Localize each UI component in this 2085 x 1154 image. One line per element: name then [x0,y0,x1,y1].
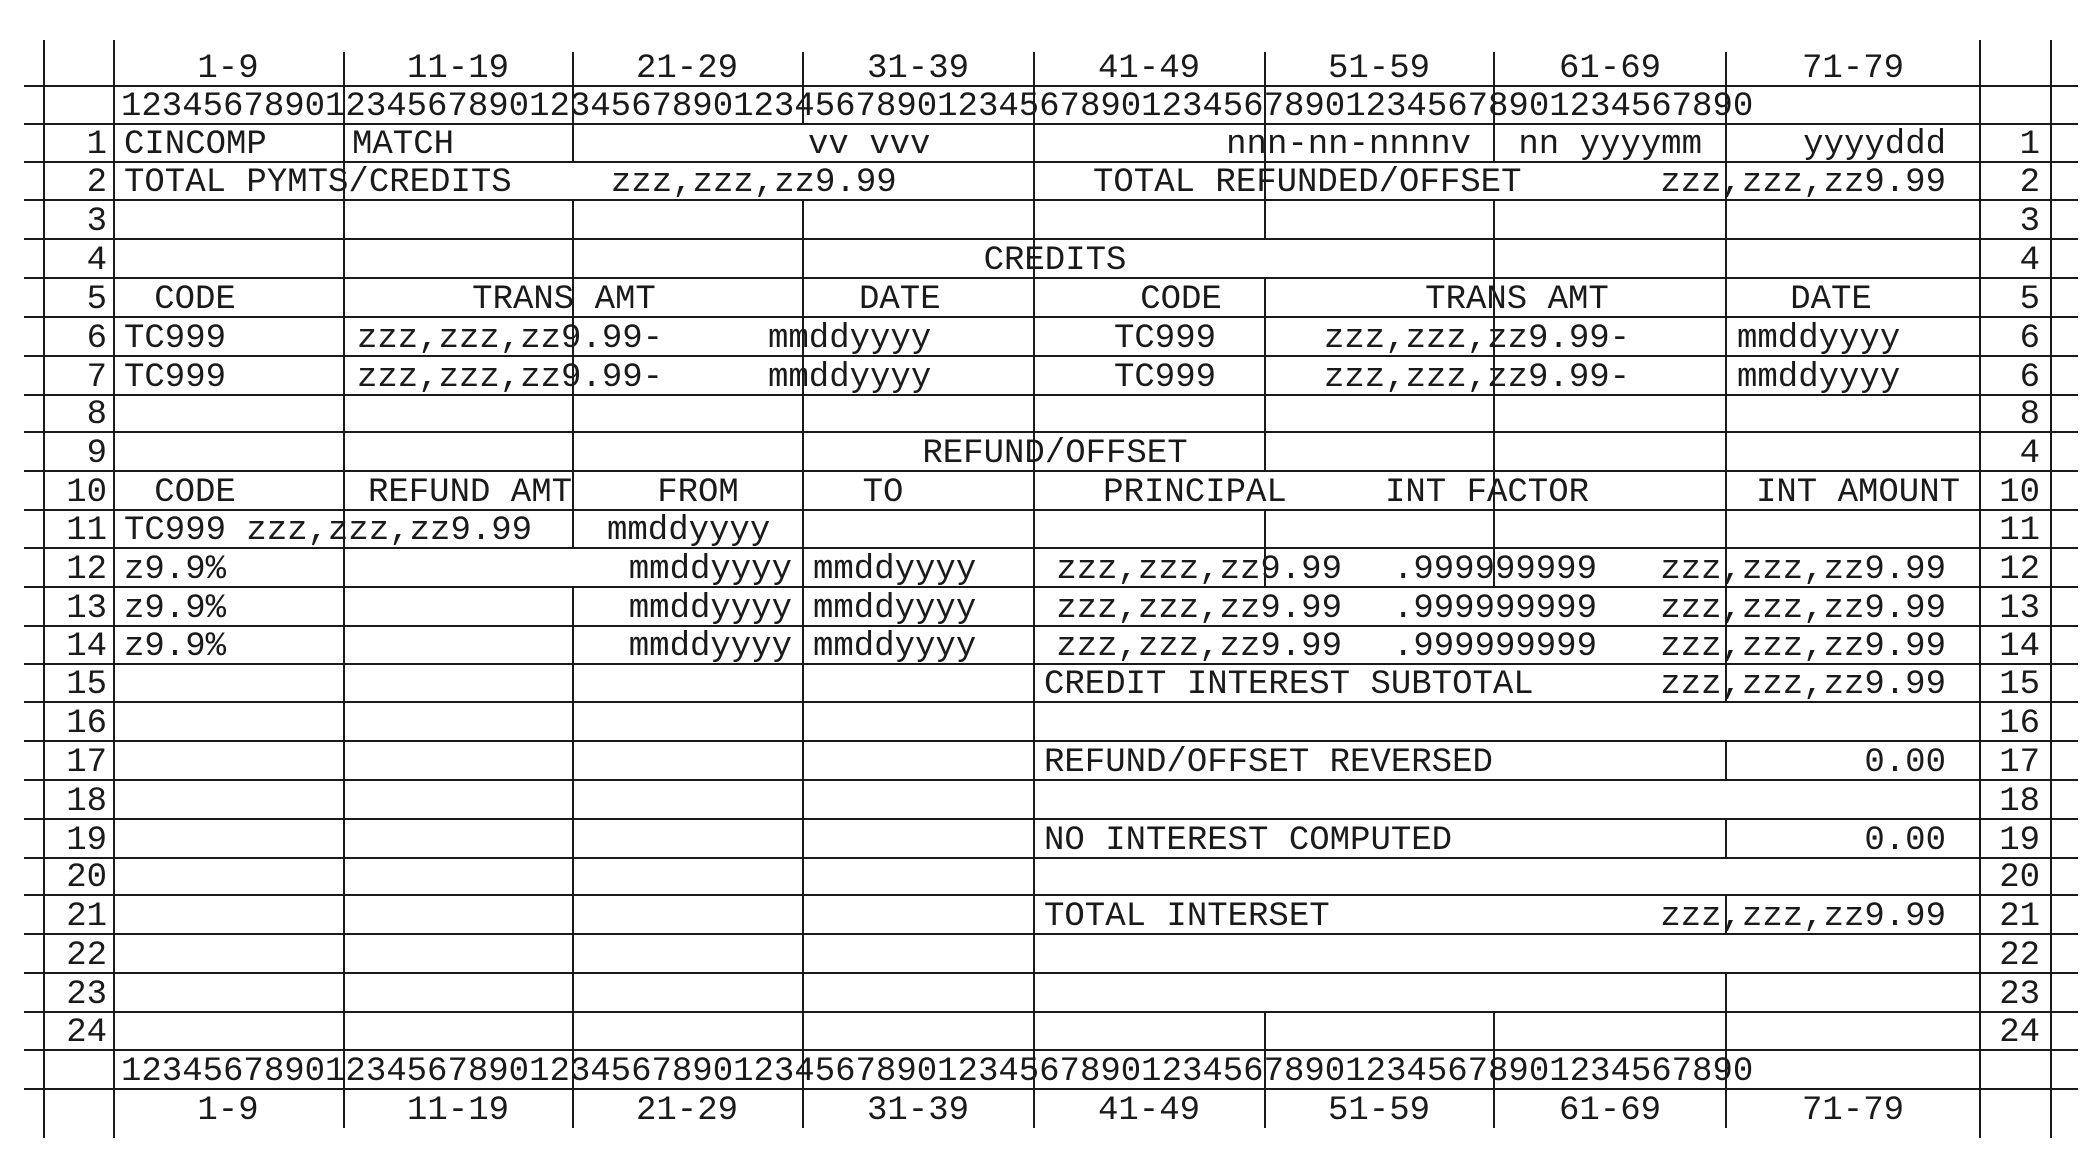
row-number: 18 [66,783,107,821]
ruler-group-top: 71-79 [1801,50,1905,88]
row-7-field: TC999 [124,359,227,397]
row-14-field: mmddyyyy [813,628,977,666]
column-rule [113,40,115,1138]
row-number: 23 [66,976,107,1014]
row-10-field: TO [862,474,904,512]
row-5-field: TRANS AMT [472,281,656,319]
ruler-group-bottom: 21-29 [635,1092,739,1130]
row-2-field: zzz,zzz,zz9.99 [1660,164,1946,202]
row-10-field: CODE [154,474,236,512]
row-1-field: vv vvv [808,126,931,164]
row-10-field: INT AMOUNT [1755,474,1961,512]
row-number-right: 11 [1999,512,2040,550]
row-11-field: TC999 zzz,zzz,zz9.99 [124,512,533,550]
row-number: 10 [66,474,107,512]
ruler-digits-top: 12345678901234567890123456789012345678901234567890123456789012345678901234567890 [121,88,1754,126]
row-12-field: zzz,zzz,zz9.99 [1660,551,1946,589]
row-number-right: 10 [1999,474,2040,512]
row-rule [24,740,2078,742]
row-7-field: TC999 [1114,359,1217,397]
row-number-right: 18 [1999,783,2040,821]
row-19-field: NO INTEREST COMPUTED [1044,822,1453,860]
ruler-group-top: 11-19 [406,50,510,88]
row-7-field: zzz,zzz,zz9.99- [357,359,664,397]
row-number-right: 17 [1999,744,2040,782]
row-15-field: CREDIT INTEREST SUBTOTAL [1044,666,1534,704]
row-4-field: CREDITS [983,242,1127,280]
ruler-group-bottom: 11-19 [406,1092,510,1130]
row-9-field: REFUND/OFFSET [922,435,1188,473]
row-6-field: zzz,zzz,zz9.99- [357,320,664,358]
row-14-field: zzz,zzz,zz9.99 [1660,628,1946,666]
row-2-field: TOTAL PYMTS/CREDITS [124,164,512,202]
row-number-right: 21 [1999,898,2040,936]
row-12-field: z9.9% [124,551,227,589]
row-13-field: .999999999 [1392,590,1597,628]
row-number-right: 1 [2019,126,2040,164]
row-number: 16 [66,705,107,743]
column-rule [1725,973,1727,1128]
row-6-field: TC999 [124,320,227,358]
ruler-group-bottom: 31-39 [866,1092,970,1130]
ruler-group-bottom: 61-69 [1558,1092,1662,1130]
row-rule [24,1011,2078,1013]
ruler-group-bottom: 71-79 [1801,1092,1905,1130]
row-5-field: TRANS AMT [1425,281,1609,319]
ruler-group-top: 31-39 [866,50,970,88]
row-14-field: zzz,zzz,zz9.99 [1056,628,1342,666]
row-number: 9 [86,435,107,473]
row-rule [24,972,2078,974]
row-12-field: .999999999 [1392,551,1597,589]
row-14-field: .999999999 [1392,628,1597,666]
row-7-field: zzz,zzz,zz9.99- [1324,359,1631,397]
row-number-right: 6 [2019,320,2040,358]
row-13-field: mmddyyyy [813,590,977,628]
row-number-right: 8 [2019,396,2040,434]
row-number: 15 [66,666,107,704]
row-10-field: REFUND AMT [367,474,573,512]
row-number: 8 [86,396,107,434]
ruler-group-bottom: 51-59 [1327,1092,1431,1130]
row-13-field: zzz,zzz,zz9.99 [1660,590,1946,628]
row-13-field: zzz,zzz,zz9.99 [1056,590,1342,628]
row-rule [24,818,2078,820]
row-1-field: yyyyddd [1803,126,1946,164]
row-number-right: 13 [1999,590,2040,628]
row-number: 3 [86,203,107,241]
row-number-right: 2 [2019,164,2040,202]
ruler-group-bottom: 1-9 [197,1092,259,1130]
ruler-group-top: 21-29 [635,50,739,88]
row-14-field: mmddyyyy [628,628,792,666]
row-number: 1 [86,126,107,164]
row-number-right: 14 [1999,628,2040,666]
row-number-right: 4 [2019,435,2040,473]
row-number-right: 12 [1999,551,2040,589]
row-number: 7 [86,359,107,397]
ruler-group-top: 61-69 [1558,50,1662,88]
row-21-field: TOTAL INTERSET [1044,898,1330,936]
ruler-digits-bottom: 12345678901234567890123456789012345678901234567890123456789012345678901234567890 [121,1053,1754,1091]
row-number-right: 15 [1999,666,2040,704]
row-rule [24,238,2078,240]
row-12-field: zzz,zzz,zz9.99 [1056,551,1342,589]
column-rule [1725,741,1727,780]
ruler-group-bottom: 41-49 [1097,1092,1201,1130]
ruler-group-top: 41-49 [1097,50,1201,88]
row-5-field: DATE [859,281,941,319]
row-number: 22 [66,937,107,975]
row-number: 20 [66,859,107,897]
row-5-field: CODE [1140,281,1222,319]
row-number-right: 23 [1999,976,2040,1014]
row-rule [24,431,2078,433]
column-rule [2050,40,2052,1138]
row-number-right: 19 [1999,822,2040,860]
row-rule [24,894,2078,896]
row-6-field: mmddyyyy [1737,320,1901,358]
row-2-field: zzz,zzz,zz9.99 [611,164,897,202]
row-number: 19 [66,822,107,860]
row-1-field: nn yyyymm [1518,126,1702,164]
row-21-field: zzz,zzz,zz9.99 [1660,898,1946,936]
row-number-right: 4 [2019,242,2040,280]
row-rule [24,1049,2078,1051]
row-13-field: mmddyyyy [628,590,792,628]
row-19-field: 0.00 [1864,822,1946,860]
row-17-field: 0.00 [1864,744,1946,782]
row-12-field: mmddyyyy [813,551,977,589]
row-6-field: zzz,zzz,zz9.99- [1324,320,1631,358]
row-14-field: z9.9% [124,628,227,666]
row-1-field: nnn-nn-nnnnv [1226,126,1471,164]
column-rule [572,587,574,1128]
ruler-group-top: 51-59 [1327,50,1431,88]
row-12-field: mmddyyyy [628,551,792,589]
column-rule [343,52,345,1128]
row-2-field: TOTAL REFUNDED/OFFSET [1093,164,1522,202]
row-5-field: DATE [1790,281,1872,319]
row-13-field: z9.9% [124,590,227,628]
row-number: 14 [66,628,107,666]
row-7-field: mmddyyyy [1737,359,1901,397]
row-number: 6 [86,320,107,358]
row-number: 5 [86,281,107,319]
row-17-field: REFUND/OFFSET REVERSED [1044,744,1493,782]
row-number: 11 [66,512,107,550]
row-number-right: 22 [1999,937,2040,975]
row-number-right: 3 [2019,203,2040,241]
row-1-field: CINCOMP [124,126,267,164]
row-7-field: mmddyyyy [768,359,932,397]
row-number-right: 20 [1999,859,2040,897]
row-number: 13 [66,590,107,628]
row-number-right: 5 [2019,281,2040,319]
row-number: 21 [66,898,107,936]
row-10-field: PRINCIPAL [1103,474,1287,512]
row-number: 4 [86,242,107,280]
row-number: 17 [66,744,107,782]
row-5-field: CODE [154,281,236,319]
row-10-field: INT FACTOR [1384,474,1590,512]
row-1-field: MATCH [352,126,455,164]
row-6-field: TC999 [1114,320,1217,358]
row-11-field: mmddyyyy [607,512,771,550]
column-rule [1725,819,1727,858]
row-number-right: 24 [1999,1014,2040,1052]
row-number: 2 [86,164,107,202]
row-15-field: zzz,zzz,zz9.99 [1660,666,1946,704]
row-10-field: FROM [657,474,739,512]
row-number: 12 [66,551,107,589]
ruler-group-top: 1-9 [197,50,259,88]
row-number: 24 [66,1014,107,1052]
row-number-right: 6 [2019,359,2040,397]
row-number-right: 16 [1999,705,2040,743]
row-6-field: mmddyyyy [768,320,932,358]
